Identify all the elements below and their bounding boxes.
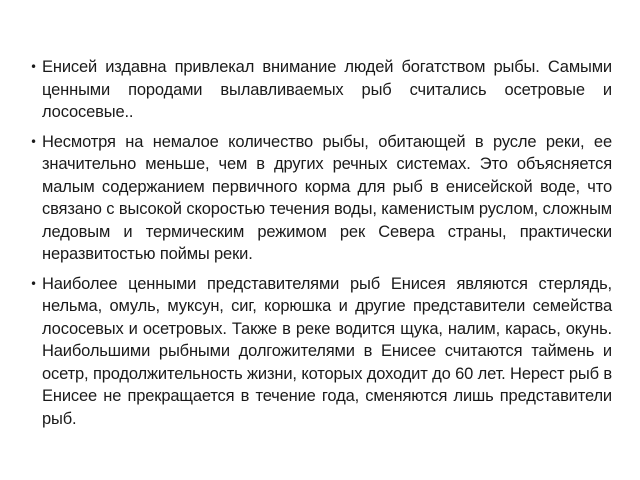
bullet-text: Наиболее ценными представителями рыб Енисея являются стерлядь, нельма, омуль, муксун, сиг, корюшка и другие представители семейства лососевых и осетровых. Также в реке водится щука, налим, карась, окунь. Наибольшими рыбными долгожителями в Енисее считаются таймень и осетр, продолжительность жизни, которых доходит до 60 лет. Нерест рыб в Енисее не прекращается в течение года, сменяются лишь представители рыб. [42,274,612,428]
bullet-item-fish-quantity [30,131,612,266]
bullet-list [30,56,612,437]
bullet-text: Енисей издавна привлекал внимание людей богатством рыбы. Самыми ценными породами вылавливаемых рыб считались осетровые и лососевые.. [42,58,612,121]
bullet-text: Несмотря на немалое количество рыбы, обитающей в русле реки, ее значительно меньше, чем в других речных системах. Это объясняется малым содержанием первичного корма для рыб в енисейской воде, что связано с высокой скоростью течения воды, каменистым руслом, сложным ледовым и термическим режимом рек Севера страны, практически неразвитостью поймы реки. [42,132,612,263]
bullet-item-yenisei-fish-wealth [30,56,612,124]
bullet-item-valuable-species [30,273,612,431]
bullet-icon: • [30,60,37,74]
bullet-icon: • [30,276,37,291]
bullet-icon: • [30,134,37,149]
